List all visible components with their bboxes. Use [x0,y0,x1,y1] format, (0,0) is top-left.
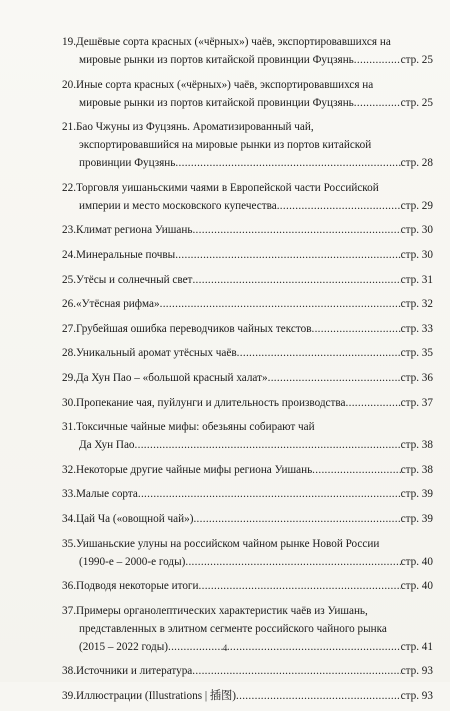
toc-entry [62,320,433,338]
toc-entry-title: 36.Подводя некоторые итоги [62,580,199,593]
toc-page-ref: стр. 33 [400,322,433,335]
toc-entry [62,246,433,264]
toc-leader-dots [185,553,400,571]
toc-entry-title: 38.Источники и литература [62,665,193,678]
toc-leader-dots [175,154,400,172]
toc-entry-title: 26.«Утёсная рифма» [62,298,160,311]
toc-entry [62,221,433,239]
toc-page-ref: стр. 39 [400,512,433,525]
toc-entry [62,179,433,215]
toc-leader-dots [312,461,400,479]
toc-page-ref: стр. 39 [400,488,433,501]
toc-page-ref: стр. 35 [400,347,433,360]
toc-entry-last-line [62,577,433,595]
toc-entry [62,577,433,595]
toc-entry [62,461,433,479]
toc-entry [62,662,433,680]
toc-leader-dots [160,295,401,313]
toc-leader-dots [135,436,401,454]
toc-entry-title: 39.Иллюстрации (Illustrations | 插图) [62,689,237,702]
toc-leader-dots [277,197,401,215]
toc-entry [62,485,433,503]
toc-entry-last-line [62,369,433,387]
toc-entry-last-line [62,394,433,412]
toc-entry [62,418,433,454]
toc-entry-title: 32.Некоторые другие чайные мифы региона Уишань [62,463,313,476]
toc-entry-title: (2015 – 2022 годы) [79,640,168,653]
toc-page-ref: стр. 41 [400,640,433,653]
toc-entry-last-line [62,154,433,172]
toc-entry [62,118,433,172]
toc-entry-title: мировые рынки из портов китайской провинции Фуцзянь [79,54,354,66]
toc-leader-dots [193,510,400,528]
toc-entry-title: империи и место московского купечества [79,199,277,212]
toc-leader-dots [354,51,401,69]
toc-entry-last-line [62,246,433,264]
toc-leader-dots [192,271,400,289]
toc-leader-dots [236,687,401,705]
toc-leader-dots [192,662,400,680]
toc-entry [62,369,433,387]
toc-entry-line: экспортировавшийся на мировые рынки из портов китайской [79,139,372,152]
toc-entry-title: 23.Климат региона Уишань [62,224,193,237]
toc-entry-title: провинции Фуцзянь [79,157,176,170]
toc-entry-title: 34.Цай Ча («овощной чай») [62,512,194,525]
toc-entry-title: 33.Малые сорта [62,488,138,501]
toc-entry-line: 19.Дешёвые сорта красных («чёрных») чаёв, экспортировавшихся на [62,36,391,48]
toc-entry [62,510,433,528]
page-number: 4 [222,643,228,653]
toc-entry-line: 37.Примеры органолептических характеристик чаёв из Уишань, [62,604,368,617]
toc-entry-last-line [62,510,433,528]
toc-entry [62,33,433,69]
toc-leader-dots [192,221,400,239]
toc-entry-title: 29.Да Хун Пао – «большой красный халат» [62,371,268,384]
toc-entry-line: 20.Иные сорта красных («чёрных») чаёв, экспортировавшихся на [62,78,374,91]
toc-entry-title: (1990-е – 2000-е годы) [79,555,186,568]
toc-leader-dots [237,344,401,362]
toc-page-ref: стр. 93 [400,689,433,702]
toc-entry-title: мировые рынки из портов китайской провинции Фуцзянь [79,96,354,109]
toc-page-ref: стр. 25 [400,54,433,66]
toc-entry-title: Да Хун Пао [79,439,135,452]
toc-entry [62,394,433,412]
toc-entry-title: 24.Минеральные почвы [62,248,176,261]
toc-entry-title: 25.Утёсы и солнечный свет [62,273,193,286]
toc-entry-last-line [62,344,433,362]
toc-entry-last-line [62,51,433,69]
toc-entry [62,295,433,313]
toc-entry [62,76,433,112]
toc-page-ref: стр. 29 [400,199,433,212]
toc-entry-line: представленных в элитном сегменте российского чайного рынка [79,622,387,635]
toc-page-ref: стр. 40 [400,580,433,593]
toc-page-ref: стр. 25 [400,96,433,109]
table-of-contents [62,33,433,711]
toc-leader-dots [346,394,401,412]
toc-entry-last-line [62,553,433,571]
toc-page-ref: стр. 31 [400,273,433,286]
toc-leader-dots [354,94,401,112]
toc-page-ref: стр. 93 [400,665,433,678]
toc-leader-dots [311,320,400,338]
toc-entry-last-line [62,662,433,680]
toc-entry-title: 30.Пропекание чая, пуйлунги и длительность производства [62,396,346,409]
toc-entry-line: 22.Торговля уишаньскими чаями в Европейской части Российской [62,181,379,194]
toc-entry-last-line [62,271,433,289]
toc-page-ref: стр. 28 [400,157,433,170]
toc-page-ref: стр. 37 [400,396,433,409]
toc-page-ref: стр. 32 [400,298,433,311]
toc-page-ref: стр. 38 [400,439,433,452]
toc-entry-title: 27.Грубейшая ошибка переводчиков чайных текстов [62,322,312,335]
toc-entry [62,687,433,705]
toc-page-ref: стр. 30 [400,248,433,261]
toc-entry-line: 31.Токсичные чайные мифы: обезьяны собирают чай [62,421,315,434]
toc-entry-last-line [62,461,433,479]
toc-entry-line: 35.Уишаньские улуны на российском чайном рынке Новой России [62,537,380,550]
toc-page-ref: стр. 40 [400,555,433,568]
toc-page-ref: стр. 36 [400,371,433,384]
toc-entry-last-line [62,197,433,215]
toc-entry-last-line [62,485,433,503]
toc-entry [62,344,433,362]
toc-entry-last-line [62,687,433,705]
toc-leader-dots [175,246,400,264]
toc-entry-title: 28.Уникальный аромат утёсных чаёв [62,347,237,360]
toc-entry [62,271,433,289]
toc-entry-last-line [62,295,433,313]
toc-page-ref: стр. 30 [400,224,433,237]
toc-leader-dots [138,485,401,503]
toc-leader-dots [199,577,401,595]
toc-entry-last-line [62,320,433,338]
toc-page-ref: стр. 38 [400,463,433,476]
toc-entry-line: 21.Бао Чжуны из Фуцзянь. Ароматизированный чай, [62,121,314,134]
toc-entry-last-line [62,94,433,112]
toc-entry-last-line [62,221,433,239]
toc-entry-last-line [62,436,433,454]
toc-entry [62,535,433,571]
toc-leader-dots [268,369,401,387]
